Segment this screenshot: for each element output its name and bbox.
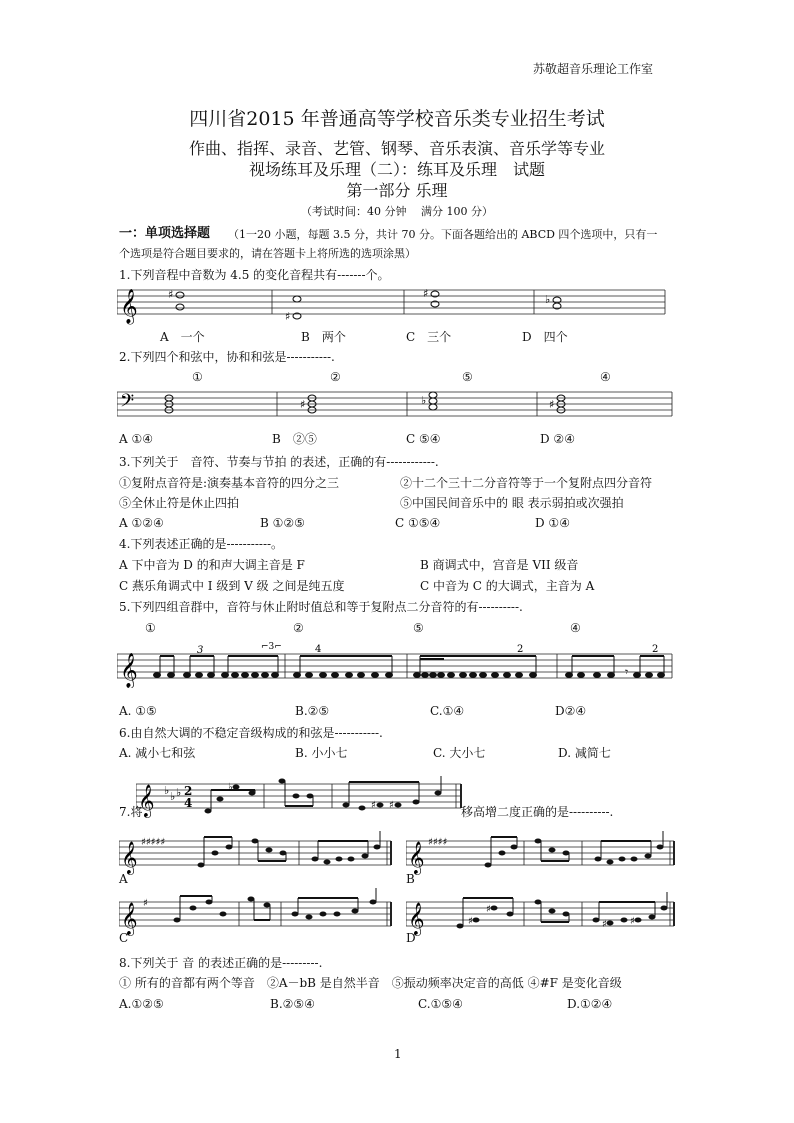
svg-text:♯: ♯ <box>371 800 376 811</box>
q5-label-4: ④ <box>570 621 581 635</box>
q6-option-c: C. 大小七 <box>433 746 486 760</box>
svg-text:♯: ♯ <box>468 916 473 927</box>
q2-option-a: A ①④ <box>119 432 153 446</box>
q2-option-c: C ⑤④ <box>406 432 441 446</box>
svg-text:♯♯♯♯♯: ♯♯♯♯♯ <box>141 837 166 848</box>
q3-statement-4: ⑤中国民间音乐中的 眼 表示弱拍或次强拍 <box>400 496 624 510</box>
svg-text:♭: ♭ <box>164 784 170 797</box>
treble-clef-icon: 𝄞 <box>120 653 138 688</box>
q7-staff-b <box>406 827 686 879</box>
q5-option-d: D②④ <box>555 704 587 718</box>
exam-subtitle-test: 视场练耳及乐理（二）：练耳及乐理 试题 <box>248 160 545 179</box>
q8-option-c: C.①⑤④ <box>418 997 463 1011</box>
q7-staff-c <box>119 888 399 940</box>
q7-staff-d <box>406 888 686 940</box>
treble-clef-icon: 𝄞 <box>408 841 425 874</box>
svg-text:4: 4 <box>184 796 193 810</box>
svg-text:♯♯♯♯: ♯♯♯♯ <box>428 837 448 848</box>
svg-text:♭: ♭ <box>170 790 176 803</box>
q3-option-a: A ①②④ <box>119 516 164 530</box>
q8-stem: 8.下列关于 音 的表述正确的是---------. <box>119 956 323 970</box>
q6-option-a: A. 减小七和弦 <box>119 746 196 760</box>
q6-option-b: B. 小小七 <box>295 746 348 760</box>
section-desc-1: （1一20 小题，每题 3.5 分，共计 70 分。下面各题给出的 ABCD 四个选项中，只有一 <box>228 228 658 241</box>
svg-text:♯: ♯ <box>630 916 635 927</box>
treble-clef-icon: 𝄞 <box>121 902 138 935</box>
svg-text:♯: ♯ <box>423 287 429 300</box>
q6-stem: 6.由自然大调的不稳定音级构成的和弦是-----------. <box>119 726 383 740</box>
section-desc-2: 个选项是符合题目要求的，请在答题卡上将所选的选项涂黑） <box>119 247 416 260</box>
q7-option-b: B <box>406 872 415 886</box>
q1-option-b: B 两个 <box>301 330 346 344</box>
part-title: 第一部分 乐理 <box>346 181 448 200</box>
q8-option-d: D.①②④ <box>567 997 613 1011</box>
q7-option-c: C <box>119 931 129 945</box>
q6-option-d: D. 减简七 <box>558 746 611 760</box>
section-heading: 一：单项选择题 <box>119 226 211 241</box>
treble-clef-icon: 𝄞 <box>408 902 425 935</box>
q8-option-a: A.①②⑤ <box>119 997 164 1011</box>
q2-label-2: ② <box>330 370 341 384</box>
q2-label-4: ④ <box>600 370 611 384</box>
q3-statement-3: ⑤全休止符是休止四拍 <box>119 496 240 510</box>
svg-text:♯: ♯ <box>486 904 491 915</box>
svg-text:♭: ♭ <box>421 394 427 407</box>
q2-option-d: D ②④ <box>540 432 575 446</box>
q2-staff <box>117 386 677 426</box>
exam-subtitle-majors: 作曲、指挥、录音、艺管、钢琴、音乐表演、音乐学等专业 <box>188 139 605 158</box>
svg-text:♯: ♯ <box>602 919 607 930</box>
svg-text:2: 2 <box>184 784 193 798</box>
q7-option-d: D <box>406 931 416 945</box>
q1-stem: 1.下列音程中音数为 4.5 的变化音程共有-------个。 <box>119 268 390 282</box>
svg-text:♯: ♯ <box>168 288 174 301</box>
q2-option-b: B ②⑤ <box>272 432 317 446</box>
q3-option-c: C ①⑤④ <box>395 516 441 530</box>
studio-name: 苏敬超音乐理论工作室 <box>533 62 654 76</box>
svg-text:♭: ♭ <box>228 782 233 793</box>
q5-label-3: ⑤ <box>413 621 424 635</box>
svg-text:♯: ♯ <box>389 800 394 811</box>
q1-staff <box>117 284 672 330</box>
q5-option-b: B.②⑤ <box>295 704 330 718</box>
q3-statement-2: ②十二个三十二分音符等于一个复附点四分音符 <box>400 476 653 490</box>
q8-statements: ① 所有的音都有两个等音 ②A－bB 是自然半音 ⑤振动频率决定音的高低 ④#F 是变化音级 <box>119 976 622 990</box>
q8-option-b: B.②⑤④ <box>270 997 315 1011</box>
q1-option-d: D 四个 <box>522 330 568 344</box>
svg-text:♯: ♯ <box>300 398 306 411</box>
svg-text:♭: ♭ <box>545 293 551 306</box>
treble-clef-icon: 𝄞 <box>138 784 155 817</box>
exam-duration: （考试时间：40 分钟 满分 100 分） <box>301 205 493 218</box>
q1-option-c: C 三个 <box>406 330 452 344</box>
svg-text:♯: ♯ <box>549 398 555 411</box>
q4-option-a: A 下中音为 D 的和声大调主音是 F <box>119 558 305 572</box>
svg-text:2: 2 <box>517 644 524 655</box>
q5-rhythm-staff <box>117 638 677 688</box>
svg-text:2: 2 <box>652 644 659 655</box>
q4-option-b: B 商调式中，宫音是 VII 级音 <box>420 558 579 572</box>
svg-text:3: 3 <box>197 645 204 656</box>
q4-option-c: C 燕乐角调式中 Ⅰ 级到 Ⅴ 级 之间是纯五度 <box>119 579 345 593</box>
q3-statement-1: ①复附点音符是:演奏基本音符的四分之三 <box>119 476 340 490</box>
svg-text:⌐3⌐: ⌐3⌐ <box>261 642 282 652</box>
q1-option-a: A 一个 <box>160 330 205 344</box>
svg-text:♭: ♭ <box>176 786 182 799</box>
q5-option-c: C.①④ <box>430 704 465 718</box>
q2-label-1: ① <box>192 370 203 384</box>
q4-option-d: C 中音为 C 的大调式，主音为 A <box>420 579 595 593</box>
q2-stem: 2.下列四个和弦中，协和和弦是-----------. <box>119 350 335 364</box>
q3-option-b: B ①②⑤ <box>260 516 305 530</box>
svg-text:𝄾: 𝄾 <box>625 665 629 679</box>
treble-clef-icon: 𝄞 <box>121 841 138 874</box>
q3-option-d: D ①④ <box>535 516 570 530</box>
treble-clef-icon: 𝄞 <box>120 289 138 324</box>
q7-suffix: 移高增二度正确的是----------. <box>461 805 614 819</box>
q5-option-a: A. ①⑤ <box>119 704 157 718</box>
q4-stem: 4.下列表述正确的是-----------。 <box>119 537 284 551</box>
page-number: 1 <box>394 1047 402 1061</box>
q5-label-1: ① <box>145 621 156 635</box>
svg-text:♯: ♯ <box>143 898 148 909</box>
q7-option-a: A <box>119 872 128 886</box>
svg-text:4: 4 <box>315 644 322 655</box>
q7-original-staff <box>136 770 466 822</box>
q3-stem: 3.下列关于 音符、节奏与节拍 的表述，正确的有------------. <box>119 455 439 469</box>
q7-prefix: 7.将 <box>119 805 143 819</box>
q2-label-3: ⑤ <box>462 370 473 384</box>
q5-stem: 5.下列四组音群中，音符与休止附时值总和等于复附点二分音符的有----------. <box>119 600 523 614</box>
bass-clef-icon: 𝄢 <box>120 391 135 416</box>
svg-text:♯: ♯ <box>285 310 291 323</box>
q7-staff-a <box>119 827 399 879</box>
exam-title: 四川省2015 年普通高等学校音乐类专业招生考试 <box>189 108 605 130</box>
q5-label-2: ② <box>293 621 304 635</box>
